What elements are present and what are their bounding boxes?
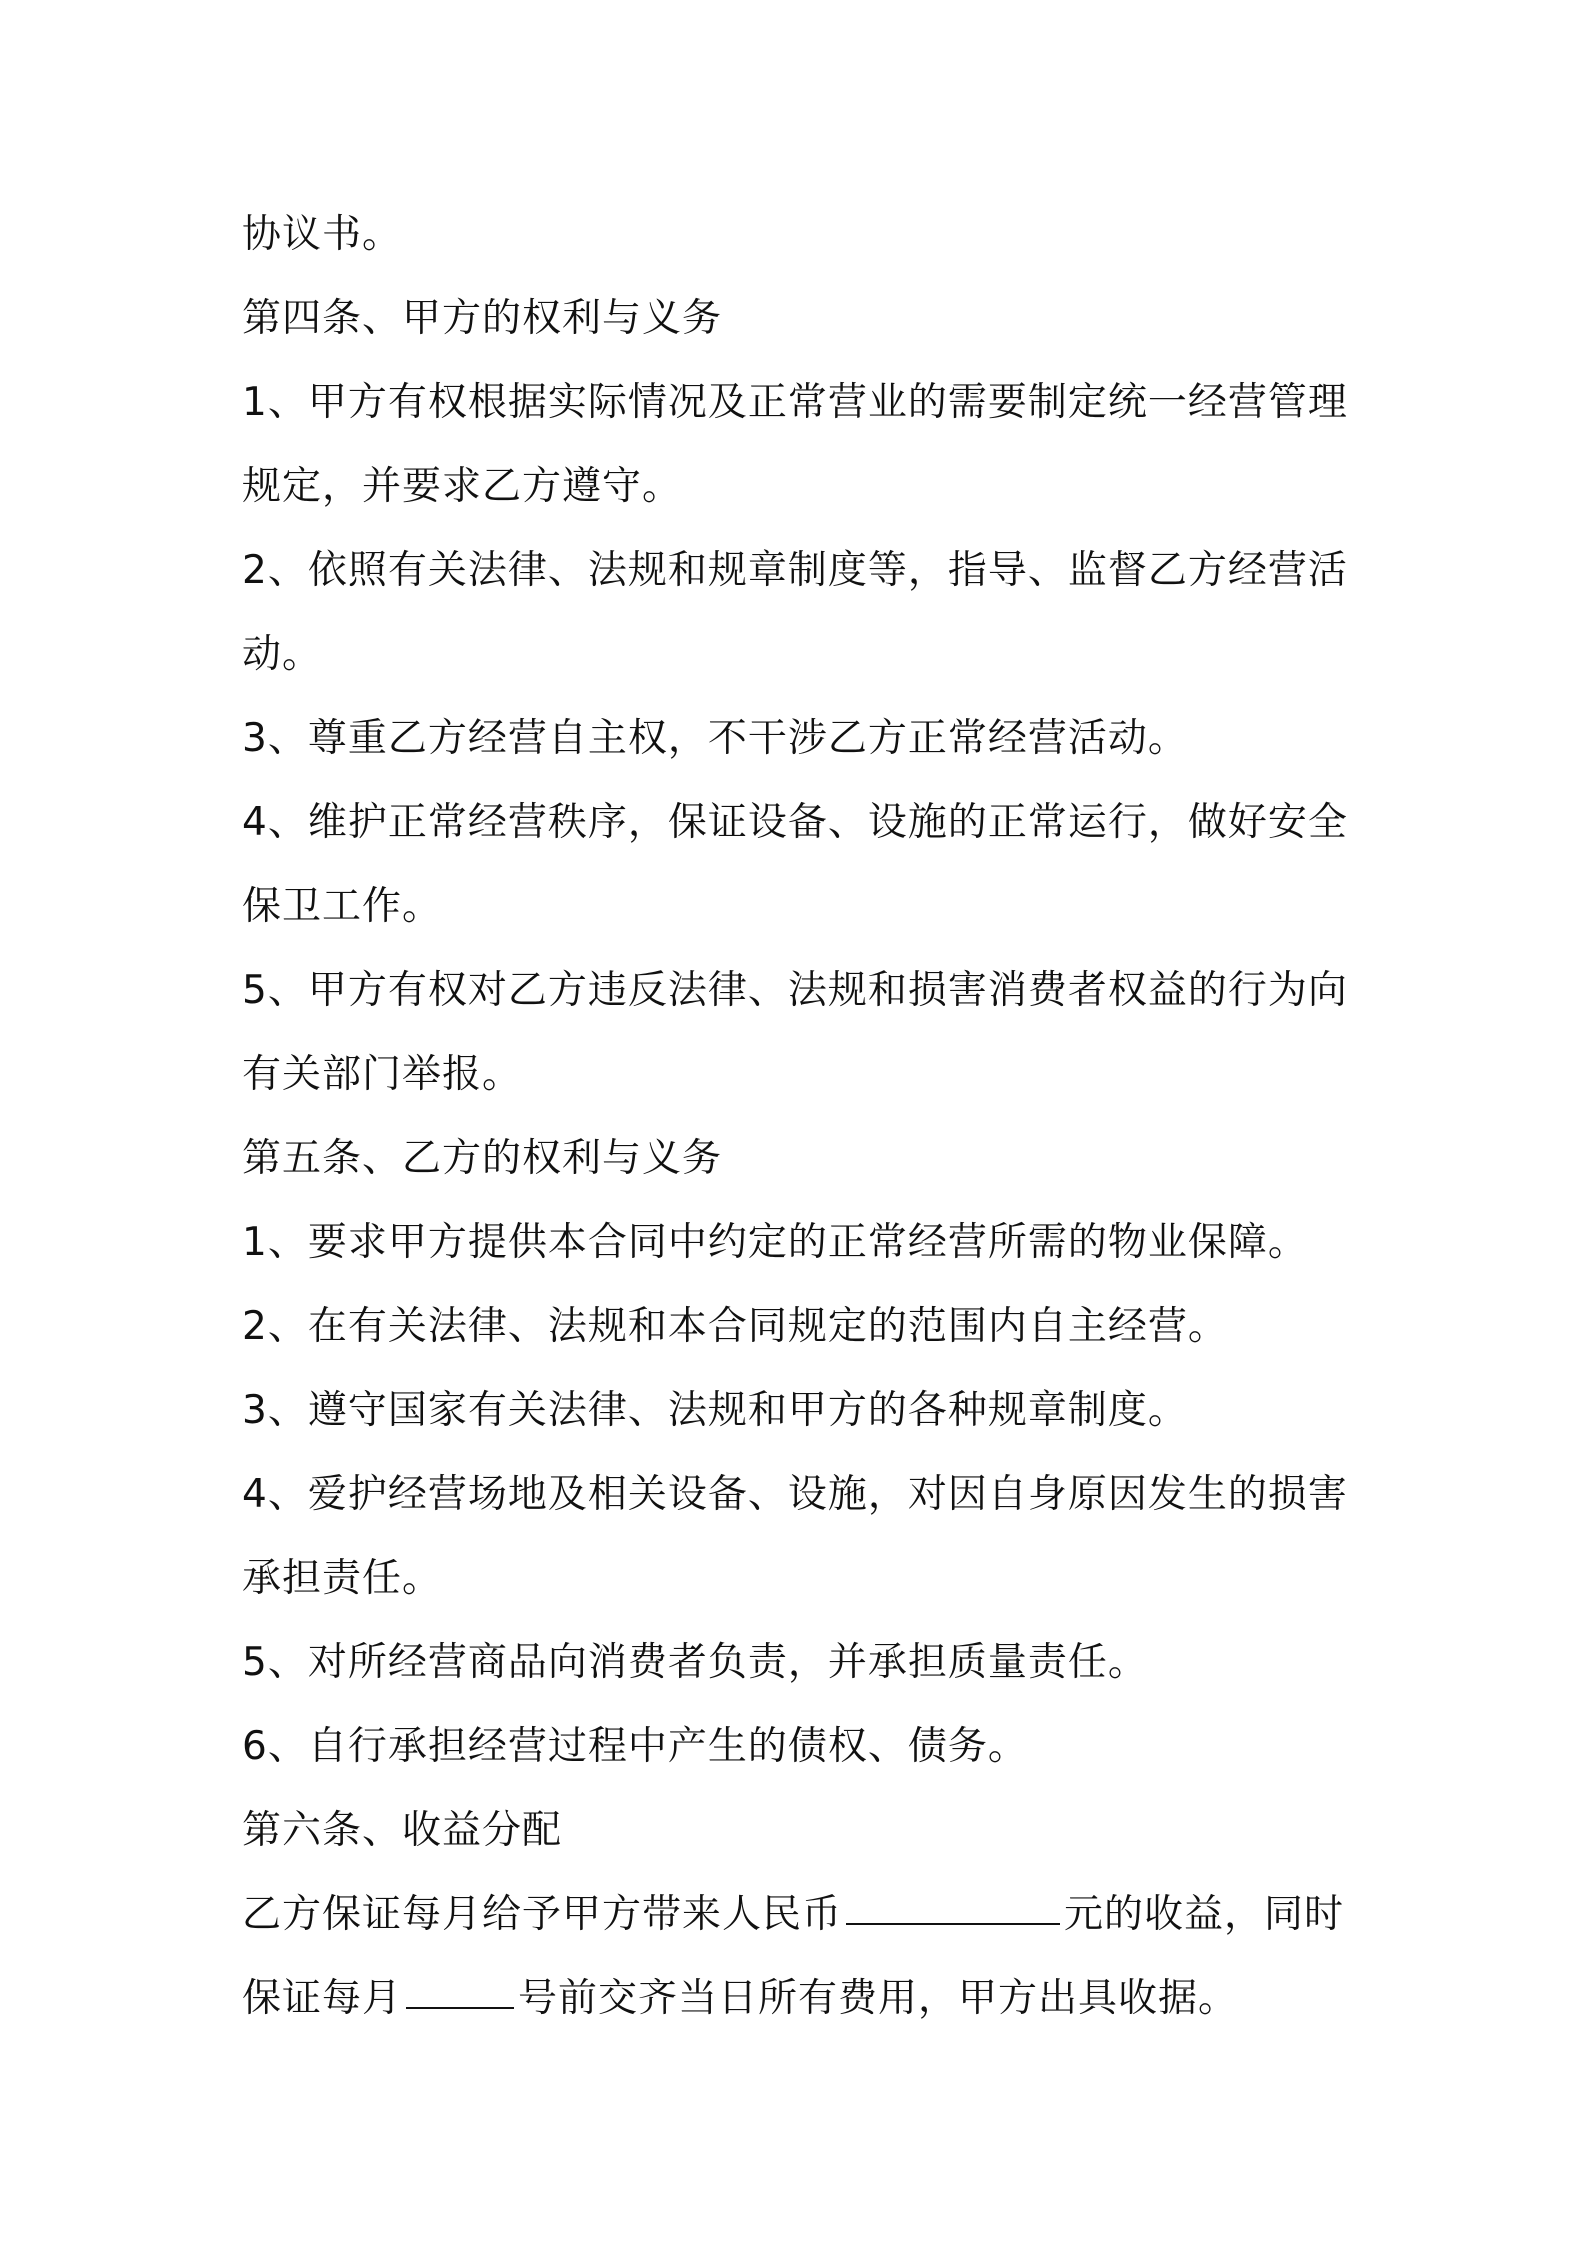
text-line: 1、甲方有权根据实际情况及正常营业的需要制定统一经营管理: [242, 380, 1348, 425]
amount-blank: [846, 1873, 1060, 1925]
text-line: 2、在有关法律、法规和本合同规定的范围内自主经营。: [242, 1304, 1228, 1349]
article-heading: 第六条、收益分配: [242, 1808, 563, 1853]
day-blank: [406, 1957, 514, 2009]
article-heading: 第四条、甲方的权利与义务: [242, 296, 723, 341]
article-heading: 第五条、乙方的权利与义务: [242, 1136, 723, 1181]
payment-line: [242, 1957, 1372, 2041]
text-line: 6、自行承担经营过程中产生的债权、债务。: [242, 1724, 1028, 1769]
payment-text-before: 保证每月: [242, 1976, 403, 2021]
text-line: 5、甲方有权对乙方违反法律、法规和损害消费者权益的行为向: [242, 968, 1348, 1013]
text-line: 4、爱护经营场地及相关设备、设施，对因自身原因发生的损害: [242, 1472, 1348, 1517]
text-line: 2、依照有关法律、法规和规章制度等，指导、监督乙方经营活: [242, 548, 1348, 593]
payment-text-after: 号前交齐当日所有费用，甲方出具收据。: [518, 1976, 1239, 2021]
text-line: 3、遵守国家有关法律、法规和甲方的各种规章制度。: [242, 1388, 1188, 1433]
text-line: 承担责任。: [242, 1556, 443, 1601]
revenue-text-after: 元的收益，同时: [1064, 1892, 1345, 1937]
revenue-line: [242, 1873, 1372, 1957]
text-line: 保卫工作。: [242, 884, 443, 929]
text-line: 4、维护正常经营秩序，保证设备、设施的正常运行，做好安全: [242, 800, 1348, 845]
revenue-text-before: 乙方保证每月给予甲方带来人民币: [242, 1892, 843, 1937]
text-line: 协议书。: [242, 212, 403, 257]
text-line: 3、尊重乙方经营自主权，不干涉乙方正常经营活动。: [242, 716, 1188, 761]
text-line: 5、对所经营商品向消费者负责，并承担质量责任。: [242, 1640, 1148, 1685]
document-body: [242, 193, 1372, 2041]
text-line: 有关部门举报。: [242, 1052, 523, 1097]
text-line: 1、要求甲方提供本合同中约定的正常经营所需的物业保障。: [242, 1220, 1308, 1265]
text-line: 规定，并要求乙方遵守。: [242, 464, 683, 509]
text-line: 动。: [242, 632, 323, 677]
